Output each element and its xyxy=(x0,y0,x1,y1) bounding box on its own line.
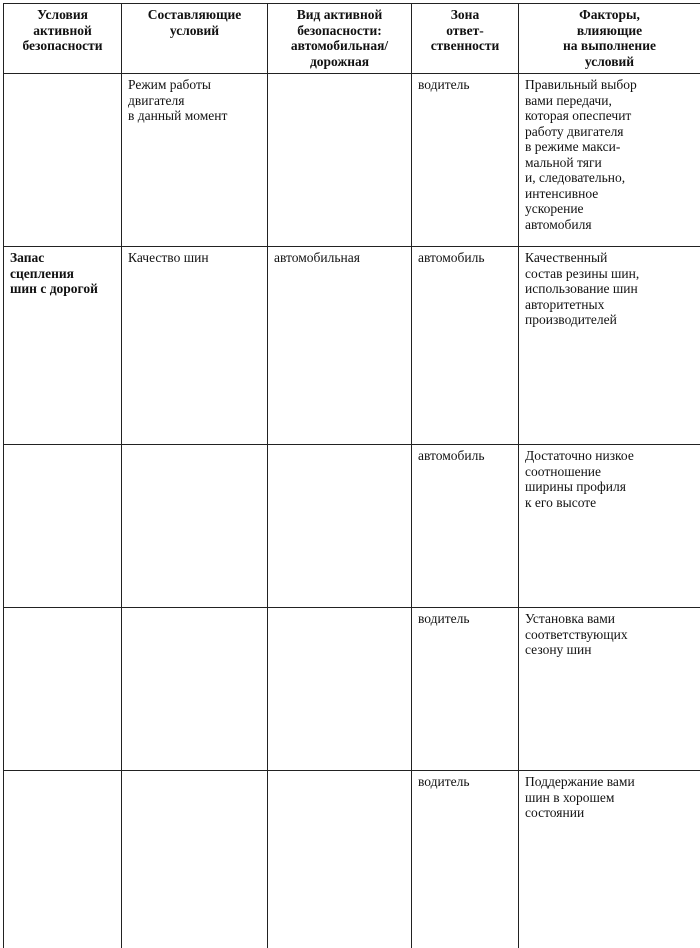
cell-factors: Установка вами соответствующих сезону шин xyxy=(519,608,700,771)
cell-zone: водитель xyxy=(412,771,519,948)
cell-safety-type xyxy=(268,608,412,771)
cell-factors: Поддержание вами шин в хорошем состоянии xyxy=(519,771,700,948)
table-row xyxy=(4,445,700,608)
table-row xyxy=(4,771,700,948)
cell-factors: Достаточно низкое соотношение ширины профиля к его высоте xyxy=(519,445,700,608)
cell-condition xyxy=(4,445,122,608)
header-components: Составляющие условий xyxy=(122,4,268,74)
cell-component xyxy=(122,445,268,608)
cell-factors: Качественный состав резины шин, использование шин авторитетных производителей xyxy=(519,247,700,445)
cell-safety-type xyxy=(268,74,412,247)
cell-safety-type xyxy=(268,771,412,948)
cell-component: Режим работы двигателя в данный момент xyxy=(122,74,268,247)
cell-zone: автомобиль xyxy=(412,445,519,608)
cell-condition xyxy=(4,74,122,247)
cell-component xyxy=(122,771,268,948)
header-conditions: Условия активной безопасности xyxy=(4,4,122,74)
header-factors: Факторы, влияющие на выполнение условий xyxy=(519,4,700,74)
safety-conditions-table xyxy=(3,3,700,948)
cell-factors: Правильный выбор вами передачи, которая опеспечит работу двигателя в режиме макси- мальной тяги и, следовательно, интенсивное ускорение автомобиля xyxy=(519,74,700,247)
table-body xyxy=(4,74,700,948)
cell-zone: водитель xyxy=(412,74,519,247)
cell-zone: автомобиль xyxy=(412,247,519,445)
cell-condition: Запас сцепления шин с дорогой xyxy=(4,247,122,445)
cell-condition xyxy=(4,771,122,948)
cell-component: Качество шин xyxy=(122,247,268,445)
cell-safety-type xyxy=(268,445,412,608)
table-row xyxy=(4,74,700,247)
table-header xyxy=(4,4,700,74)
cell-condition xyxy=(4,608,122,771)
table-row xyxy=(4,247,700,445)
cell-safety-type: автомобильная xyxy=(268,247,412,445)
cell-zone: водитель xyxy=(412,608,519,771)
header-safety-type: Вид активной безопасности: автомобильная/ дорожная xyxy=(268,4,412,74)
table-row xyxy=(4,608,700,771)
cell-component xyxy=(122,608,268,771)
header-responsibility-zone: Зона ответ- ственности xyxy=(412,4,519,74)
header-row xyxy=(4,4,700,74)
